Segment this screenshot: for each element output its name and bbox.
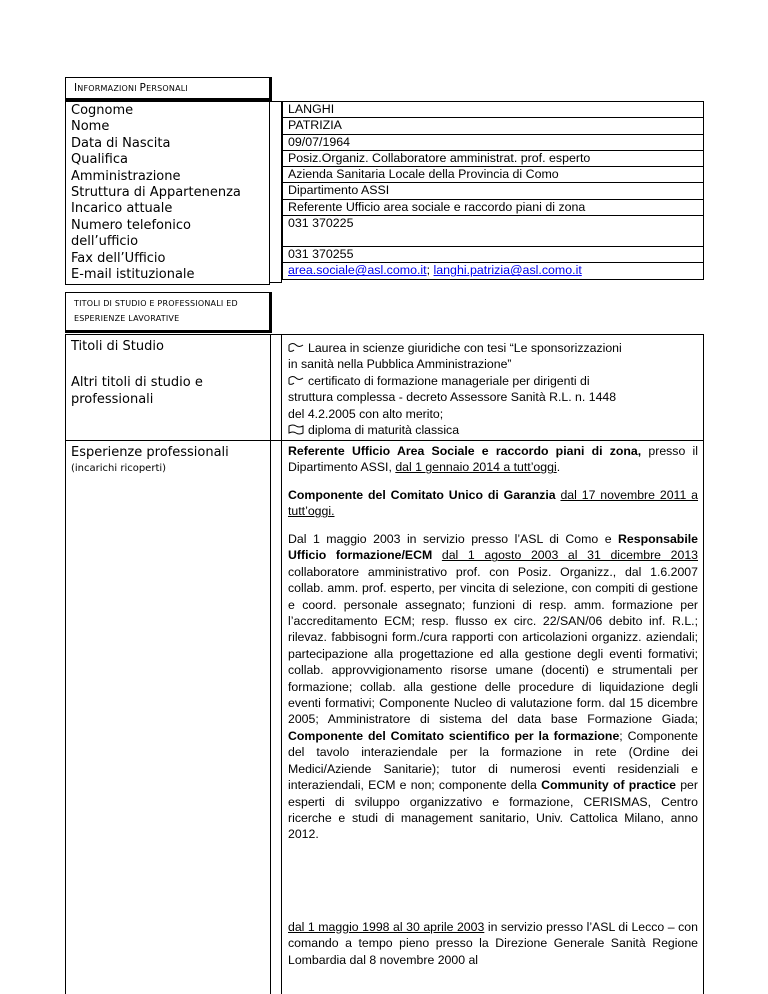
experience-1 (288, 443, 698, 476)
header-titoli-line2: ESPERIENZE LAVORATIVE (74, 314, 180, 323)
exp3-text-h: per esperti di sviluppo organizzativo e formazione, CERISMAS, Centro ricerche e studi di management sanitario, Univ. Cattolica Milano, anno 2012. (288, 778, 698, 842)
label-esperienze: Esperienze professionali (71, 445, 229, 460)
spacer-column (270, 101, 282, 283)
row-divider (65, 440, 704, 441)
exp4-text: in servizio presso l’ASL di Lecco – con comando a tempo pieno presso la Direzione Generale Sanità Regione Lombardia dal 8 novembre 2000 al (288, 920, 698, 967)
value-data-nascita: 09/07/1964 (283, 135, 703, 151)
label-email: E-mail istituzionale (71, 267, 195, 283)
studio-block (288, 340, 698, 438)
altri-line-3: del 4.2.2005 con alto merito; (288, 406, 444, 421)
exp3-title: Responsabile Ufficio formazione/ECM (288, 532, 698, 563)
exp3-period: dal 1 agosto 2003 al 31 dicembre 2013 (441, 548, 699, 563)
studio-text-1: Laurea in scienze giuridiche con tesi “Le sponsorizzazioni (308, 341, 622, 355)
email-link-personal[interactable]: langhi.patrizia@asl.como.it (433, 263, 582, 278)
exp2-period: dal 17 novembre 2011 a tutt’oggi. (288, 488, 699, 519)
label-titoli-studio: Titoli di Studio (71, 339, 164, 354)
experience-2 (288, 487, 698, 520)
studio-line-1 (288, 340, 698, 356)
label-incarico: Incarico attuale (71, 201, 173, 217)
altri-text-4: diploma di maturità classica (308, 423, 460, 438)
label-altri-titoli-1: Altri titoli di studio e (71, 375, 203, 390)
label-amministrazione: Amministrazione (71, 168, 181, 184)
label-incarichi: (incarichi ricoperti) (71, 463, 167, 474)
section-header-titoli (65, 292, 272, 333)
wave-bullet-icon (288, 375, 304, 386)
altri-text-1: certificato di formazione manageriale per dirigenti di (308, 373, 590, 388)
studio-line-2: in sanità nella Pubblica Amministrazione” (288, 357, 512, 372)
exp1-text: presso il Dipartimento ASSI, (288, 444, 698, 475)
email-separator: ; (426, 263, 431, 278)
exp3-bold-e: Componente del Comitato scientifico per la formazione (288, 728, 620, 743)
exp1-title: Referente Ufficio Area Sociale e raccordo piani di zona, (288, 444, 642, 458)
exp1-period: dal 1 gennaio 2014 a tutt’oggi (395, 460, 557, 475)
value-struttura: Dipartimento ASSI (283, 183, 703, 199)
exp3-text-d: collaboratore amministrativo prof. con Posiz. Organizz., dal 1.6.2007 collab. amm. prof. esperto, per vincita di selezione, con compiti di gestione e coord. personale assegnato; funzioni di resp. amm. formazione per l’accreditamento ECM; resp. flusso ex circ. 22/SAN/06 debito inf. R.L.; rilevaz. fabbisogni form./cura rapporti con articolazioni organizz. aziendali; partecipazione alla progettazione ed alla gestione degli eventi formativi; collab. approvvigionamento risorse umane (docenti) e strumentali per formazione; collab. alla gestione delle procedure di liquidazione degli eventi formativi; Componente Nucleo di valutazione form. dal 15 dicembre 2005; Amministratore di sistema del data base Formazione Giada; (288, 564, 698, 727)
label-fax: Fax dell’Ufficio (71, 250, 166, 266)
exp2-title: Componente del Comitato Unico di Garanzia (288, 488, 556, 502)
section-header-personal (65, 77, 272, 101)
label-nome: Nome (71, 119, 110, 135)
label-altri-titoli-2: professionali (71, 392, 154, 407)
altri-line-4 (288, 422, 698, 438)
value-telefono: 031 370225 (283, 216, 703, 247)
wave-bullet-icon (288, 424, 304, 435)
label-data-nascita: Data di Nascita (71, 135, 171, 151)
wave-bullet-icon (288, 342, 304, 353)
label-qualifica: Qualifica (71, 152, 128, 168)
experience-4 (288, 919, 698, 968)
value-nome: PATRIZIA (283, 118, 703, 134)
label-telefono-2: dell’ufficio (71, 234, 139, 250)
exp4-period: dal 1 maggio 1998 al 30 aprile 2003 (288, 920, 485, 934)
value-amministrazione: Azienda Sanitaria Locale della Provincia di Como (283, 167, 703, 183)
value-incarico: Referente Ufficio area sociale e raccordo piani di zona (283, 200, 703, 216)
titoli-label-column (65, 334, 270, 994)
titoli-spacer-column (270, 334, 282, 994)
exp1-end: . (556, 460, 561, 475)
value-cognome: LANGHI (283, 102, 703, 118)
header-char: I (74, 82, 78, 94)
exp3-text-a: Dal 1 maggio 2003 in servizio presso l’ASL di Como e (288, 532, 619, 546)
altri-line-1 (288, 373, 698, 389)
personal-labels (65, 101, 270, 285)
altri-line-2: struttura complessa - decreto Assessore Sanità R.L. n. 1448 (288, 390, 617, 405)
header-titoli-line1: TITOLI DI STUDIO E PROFESSIONALI ED (74, 299, 238, 308)
header-char: P (139, 82, 147, 94)
label-struttura: Struttura di Appartenenza (71, 185, 241, 201)
header-text: ERSONALI (146, 84, 188, 93)
label-cognome: Cognome (71, 103, 134, 118)
experience-3 (288, 531, 698, 843)
value-fax: 031 370255 (283, 247, 703, 263)
header-text: NFORMAZIONI (77, 84, 140, 93)
value-email (283, 263, 703, 278)
label-telefono: Numero telefonico (71, 217, 191, 233)
exp3-text-f: ; Componente del tavolo interaziendale per la formazione in rete (Ordine dei Medici/Aziende Sanitarie); tutor di numerosi eventi residenziali e interaziendali, ECM e non; componente della (288, 728, 698, 793)
value-qualifica: Posiz.Organiz. Collaboratore amministrat. prof. esperto (283, 151, 703, 167)
email-link-area-sociale[interactable]: area.sociale@asl.como.it (288, 263, 427, 278)
personal-values (282, 101, 704, 280)
exp3-bold-g: Community of practice (541, 778, 676, 793)
